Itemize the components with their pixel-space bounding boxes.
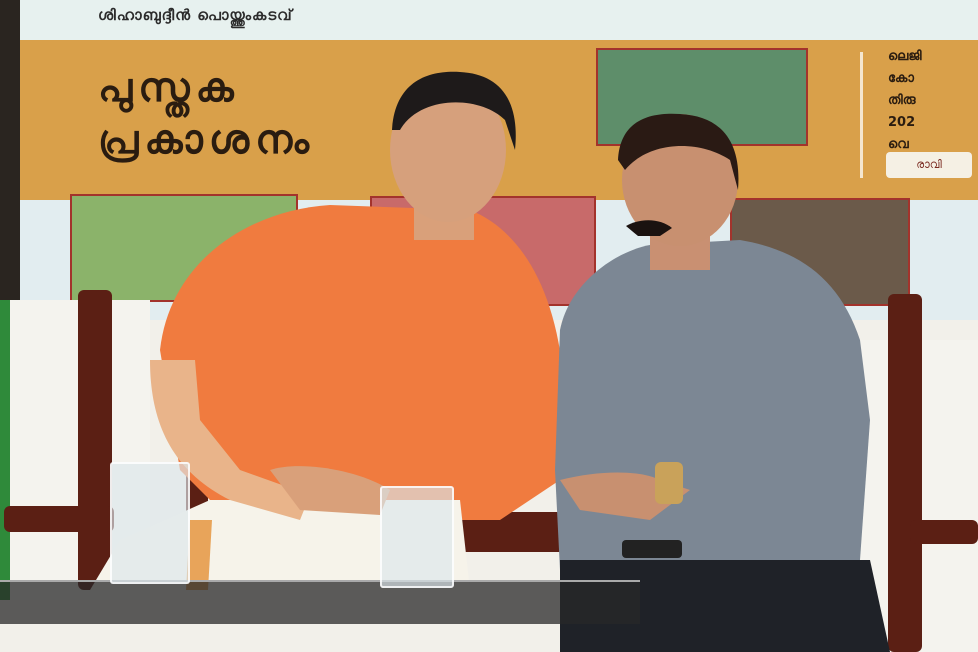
water-glass-center [380, 486, 454, 588]
banner-right-line: ലെജി [888, 49, 922, 64]
water-glass-left [110, 462, 190, 584]
banner-title-line-2: പ്രകാശനം [98, 116, 315, 163]
banner-pill: രാവി [886, 152, 972, 178]
banner-right-line: വെ [888, 137, 909, 152]
banner-title-line-1: പുസ്തക [98, 64, 240, 111]
glass-table [0, 580, 640, 624]
banner-subtitle: ശിഹാബുദ്ദീൻ പൊയ്ത്തുംകടവ് [98, 6, 293, 24]
banner-right-line: തിരു [888, 93, 916, 108]
banner-right-line: 202 [888, 115, 916, 130]
banner-right-line: കോ [888, 71, 914, 86]
